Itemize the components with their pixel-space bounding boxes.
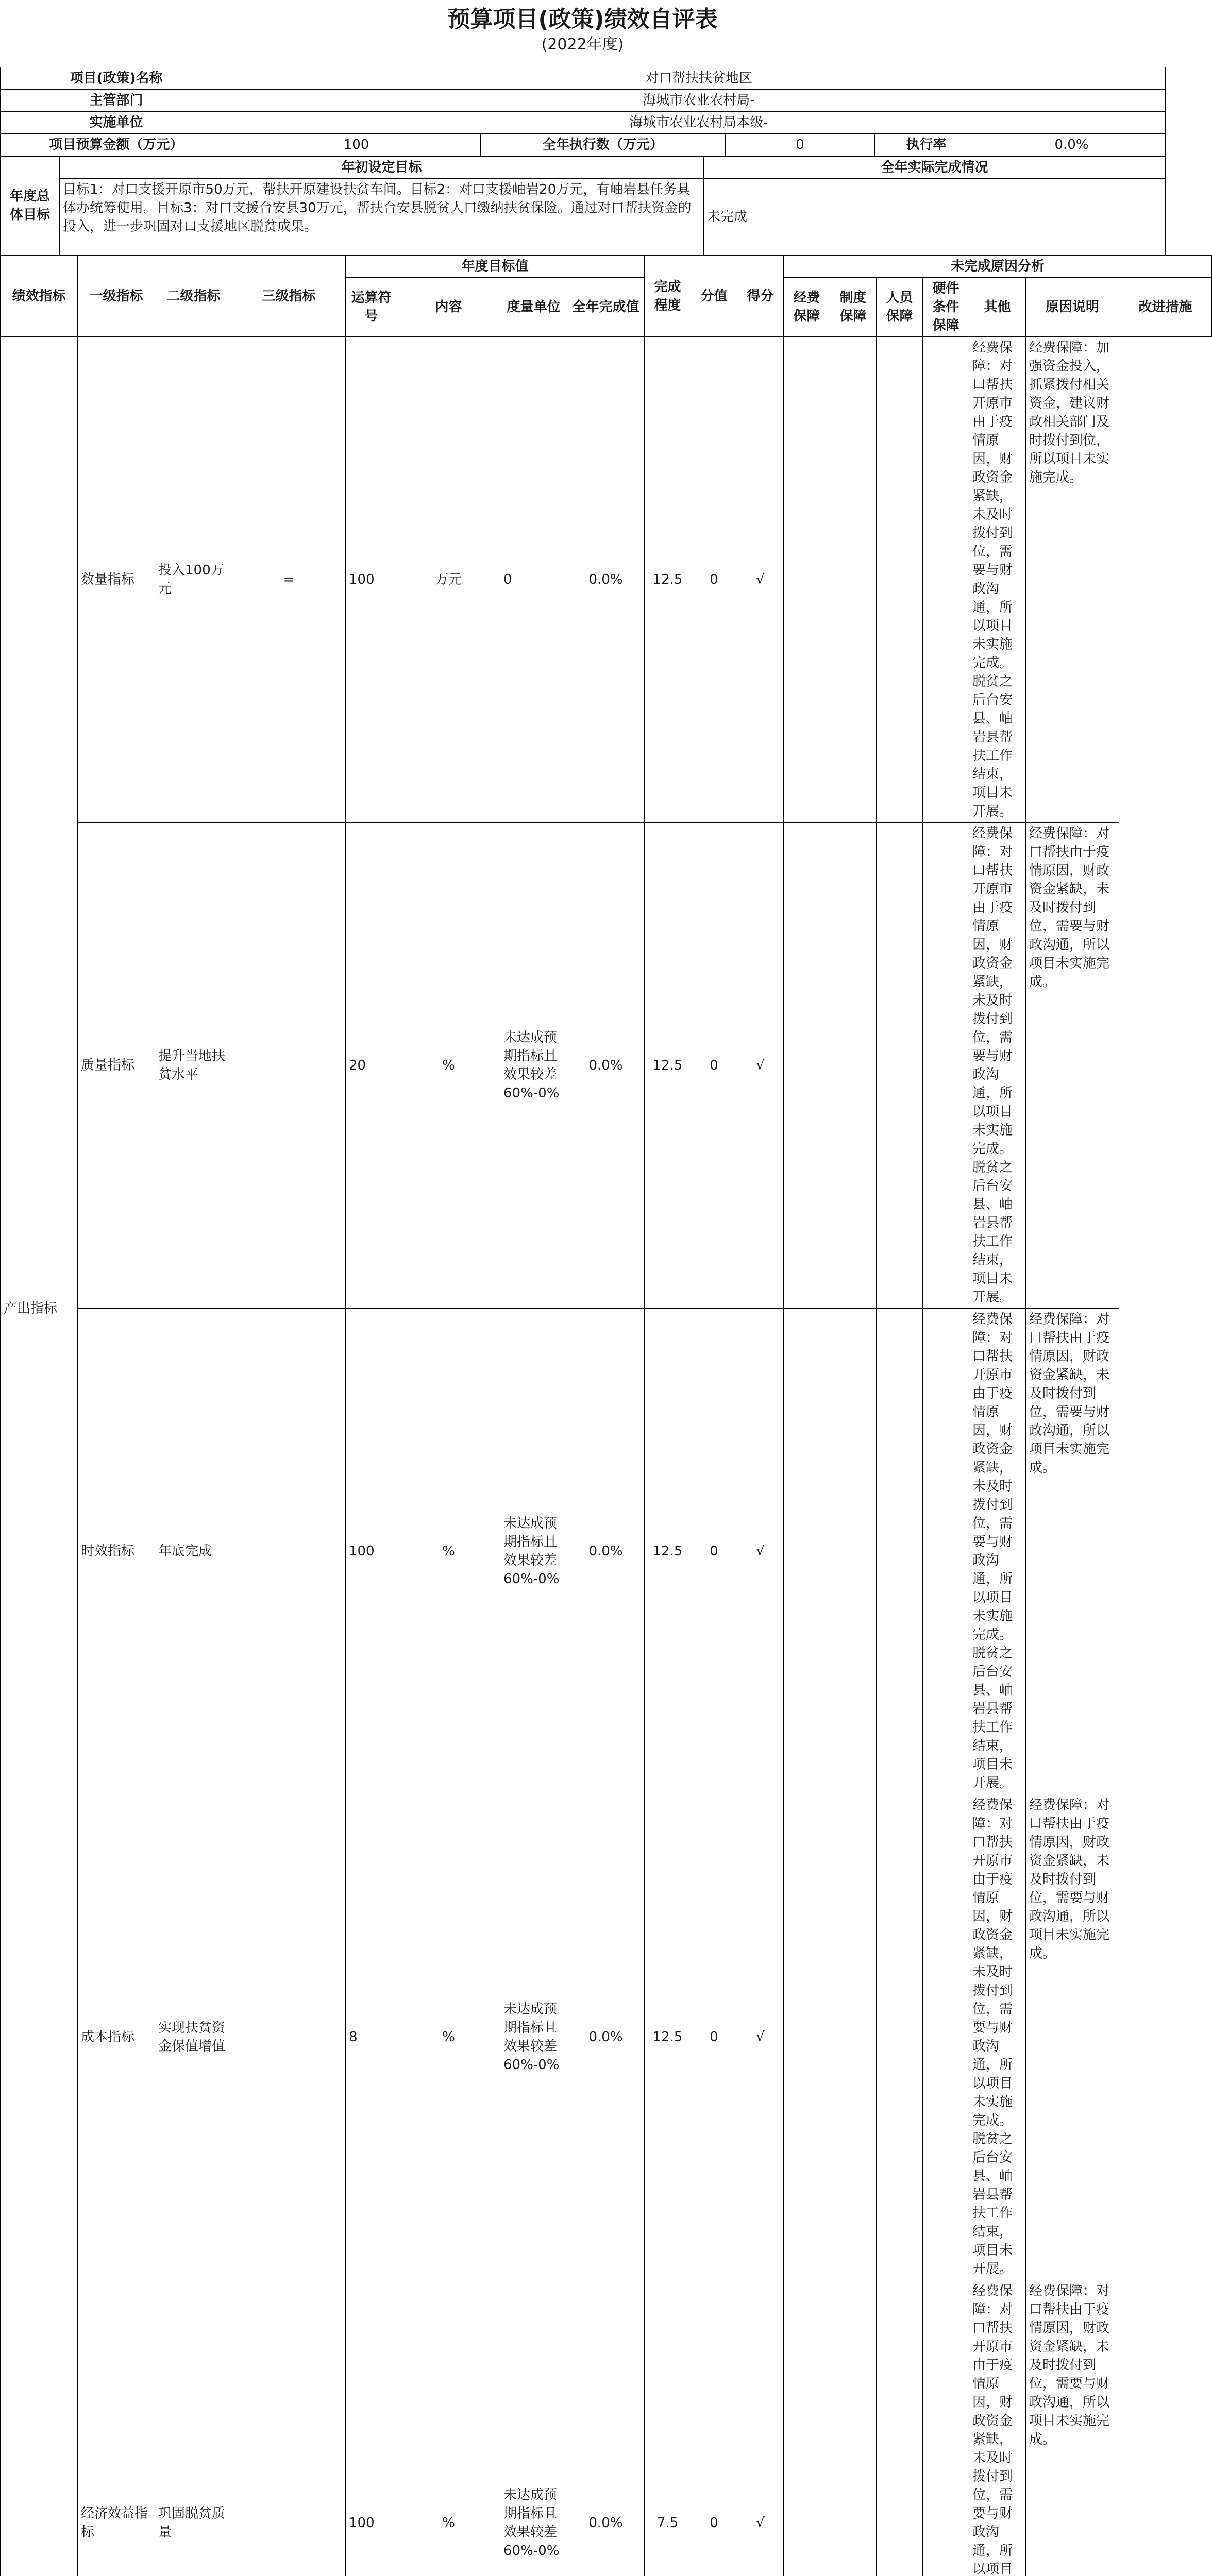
indicator-row	[1, 1794, 1212, 2280]
done-cell: 未达成预期指标且效果较差60%-0%	[500, 1309, 567, 1794]
system-cell	[784, 2280, 830, 2576]
executed-label: 全年执行数（万元）	[481, 134, 726, 156]
operator-cell: =	[232, 337, 346, 823]
hardware-cell	[877, 337, 923, 823]
reason-cell: 经费保障：对口帮扶开原市由于疫情原因，财政资金紧缺，未及时拨付到位，需要与财政沟通，所以项目未实施完成。脱贫之后台安县、岫岩县帮扶工作结束，项目未开展。	[969, 1309, 1026, 1794]
budget-label: 项目预算金额（万元）	[1, 134, 232, 156]
executed-value: 0	[726, 134, 875, 156]
operator-cell	[232, 823, 346, 1309]
system-cell	[784, 337, 830, 823]
info-table	[0, 67, 1166, 156]
hardware-cell	[877, 1794, 923, 2280]
operator-cell	[232, 2280, 346, 2576]
reason-cell: 经费保障：对口帮扶开原市由于疫情原因，财政资金紧缺，未及时拨付到位，需要与财政沟通，所以项目	[969, 2280, 1026, 2576]
header-operator: 运算符号	[346, 278, 397, 337]
header-system: 制度保障	[830, 278, 877, 337]
hardware-cell	[877, 1309, 923, 1794]
rate-label: 执行率	[875, 134, 978, 156]
header-done: 全年完成值	[567, 278, 645, 337]
indicator-row	[1, 2280, 1212, 2576]
header-funding: 经费保障	[784, 278, 830, 337]
staff-cell	[830, 1794, 877, 2280]
section-label: 绩效指标	[1, 256, 78, 337]
unit-value: 海城市农业农村局本级-	[232, 112, 1166, 134]
score-pts-cell: 12.5	[645, 337, 691, 823]
dept-label: 主管部门	[1, 90, 232, 112]
hardware-cell	[877, 2280, 923, 2576]
goal-initial-label: 年初设定目标	[60, 157, 704, 179]
other-cell	[923, 2280, 969, 2576]
degree-cell: 0.0%	[567, 1794, 645, 2280]
degree-cell: 0.0%	[567, 1309, 645, 1794]
level1-cell: 产出指标	[1, 337, 78, 2280]
reason-cell: 经费保障：对口帮扶开原市由于疫情原因，财政资金紧缺，未及时拨付到位，需要与财政沟通，所以项目未实施完成。脱贫之后台安县、岫岩县帮扶工作结束，项目未开展。	[969, 1794, 1026, 2280]
goal-actual-text: 未完成	[704, 179, 1166, 255]
goal-table	[0, 156, 1166, 255]
staff-cell	[830, 337, 877, 823]
other-cell	[923, 1794, 969, 2280]
header-other: 其他	[969, 278, 1026, 337]
score-pts-cell: 12.5	[645, 1309, 691, 1794]
score-pts-cell: 12.5	[645, 823, 691, 1309]
level2-cell: 时效指标	[78, 1309, 155, 1794]
score-cell: 0	[691, 1309, 737, 1794]
header-analysis: 未完成原因分析	[784, 256, 1212, 278]
done-cell: 未达成预期指标且效果较差60%-0%	[500, 2280, 567, 2576]
content-cell: 8	[346, 1794, 397, 2280]
level2-cell: 成本指标	[78, 1794, 155, 2280]
measure-cell: 经费保障：加强资金投入，抓紧拨付相关资金，建议财政相关部门及时拨付到位，所以项目未实施完成。	[1026, 337, 1119, 823]
level3-cell: 投入100万元	[155, 337, 232, 823]
score-cell: 0	[691, 823, 737, 1309]
done-cell: 0	[500, 337, 567, 823]
other-cell	[923, 1309, 969, 1794]
goal-label: 年度总体目标	[1, 157, 60, 255]
indicator-row	[1, 823, 1212, 1309]
done-cell: 未达成预期指标且效果较差60%-0%	[500, 823, 567, 1309]
level3-cell: 提升当地扶贫水平	[155, 823, 232, 1309]
rate-value: 0.0%	[978, 134, 1166, 156]
level2-cell: 经济效益指标	[78, 2280, 155, 2576]
other-cell	[923, 337, 969, 823]
unit-label: 实施单位	[1, 112, 232, 134]
system-cell	[784, 823, 830, 1309]
unit-cell: %	[397, 823, 500, 1309]
goal-initial-text: 目标1：对口支援开原市50万元，帮扶开原建设扶贫车间。目标2：对口支援岫岩20万元，有岫岩县任务具体办统筹使用。目标3：对口支援台安县30万元，帮扶台安县脱贫人口缴纳扶贫保险。通过对口帮扶资金的投入，进一步巩固对口支援地区脱贫成果。	[60, 179, 704, 255]
project-name-label: 项目(政策)名称	[1, 67, 232, 90]
header-degree: 完成程度	[645, 256, 691, 337]
header-level3: 三级指标	[232, 256, 346, 337]
project-name-value: 对口帮扶扶贫地区	[232, 67, 1166, 90]
funding-check-cell: √	[737, 1309, 784, 1794]
hardware-cell	[877, 823, 923, 1309]
funding-check-cell: √	[737, 337, 784, 823]
reason-cell: 经费保障：对口帮扶开原市由于疫情原因，财政资金紧缺，未及时拨付到位，需要与财政沟通，所以项目未实施完成。脱贫之后台安县、岫岩县帮扶工作结束，项目未开展。	[969, 337, 1026, 823]
score-cell: 0	[691, 337, 737, 823]
content-cell: 100	[346, 1309, 397, 1794]
header-content: 内容	[397, 278, 500, 337]
header-level2: 二级指标	[155, 256, 232, 337]
content-cell: 20	[346, 823, 397, 1309]
header-level1: 一级指标	[78, 256, 155, 337]
goal-actual-label: 全年实际完成情况	[704, 157, 1166, 179]
level3-cell: 年底完成	[155, 1309, 232, 1794]
dept-value: 海城市农业农村局-	[232, 90, 1166, 112]
page-header	[0, 0, 1165, 67]
page-year: (2022年度)	[541, 36, 624, 54]
indicator-row	[1, 337, 1212, 823]
staff-cell	[830, 1309, 877, 1794]
level2-cell: 数量指标	[78, 337, 155, 823]
header-unit: 度量单位	[500, 278, 567, 337]
measure-cell: 经费保障：对口帮扶由于疫情原因，财政资金紧缺，未及时拨付到位，需要与财政沟通，所以项目未实施完成。	[1026, 823, 1119, 1309]
other-cell	[923, 823, 969, 1309]
score-pts-cell: 12.5	[645, 1794, 691, 2280]
unit-cell: %	[397, 1794, 500, 2280]
header-score-pts: 分值	[691, 256, 737, 337]
indicator-row	[1, 1309, 1212, 1794]
operator-cell	[232, 1309, 346, 1794]
done-cell: 未达成预期指标且效果较差60%-0%	[500, 1794, 567, 2280]
level3-cell: 巩固脱贫质量	[155, 2280, 232, 2576]
page-title: 预算项目(政策)绩效自评表	[447, 6, 718, 32]
reason-cell: 经费保障：对口帮扶开原市由于疫情原因，财政资金紧缺，未及时拨付到位，需要与财政沟通，所以项目未实施完成。脱贫之后台安县、岫岩县帮扶工作结束，项目未开展。	[969, 823, 1026, 1309]
staff-cell	[830, 2280, 877, 2576]
header-measures: 改进措施	[1119, 278, 1212, 337]
funding-check-cell: √	[737, 2280, 784, 2576]
funding-check-cell: √	[737, 823, 784, 1309]
score-cell: 0	[691, 1794, 737, 2280]
score-pts-cell: 7.5	[645, 2280, 691, 2576]
header-score: 得分	[737, 256, 784, 337]
operator-cell	[232, 1794, 346, 2280]
measure-cell: 经费保障：对口帮扶由于疫情原因，财政资金紧缺，未及时拨付到位，需要与财政沟通，所以项目未实施完成。	[1026, 2280, 1119, 2576]
system-cell	[784, 1309, 830, 1794]
header-staff: 人员保障	[877, 278, 923, 337]
system-cell	[784, 1794, 830, 2280]
level3-cell: 实现扶贫资金保值增值	[155, 1794, 232, 2280]
unit-cell: 万元	[397, 337, 500, 823]
content-cell: 100	[346, 337, 397, 823]
header-annual: 年度目标值	[346, 256, 645, 278]
score-cell: 0	[691, 2280, 737, 2576]
measure-cell: 经费保障：对口帮扶由于疫情原因，财政资金紧缺，未及时拨付到位，需要与财政沟通，所以项目未实施完成。	[1026, 1309, 1119, 1794]
budget-value: 100	[232, 134, 481, 156]
content-cell: 100	[346, 2280, 397, 2576]
level2-cell: 质量指标	[78, 823, 155, 1309]
measure-cell: 经费保障：对口帮扶由于疫情原因，财政资金紧缺，未及时拨付到位，需要与财政沟通，所以项目未实施完成。	[1026, 1794, 1119, 2280]
staff-cell	[830, 823, 877, 1309]
unit-cell: %	[397, 1309, 500, 1794]
degree-cell: 0.0%	[567, 823, 645, 1309]
funding-check-cell: √	[737, 1794, 784, 2280]
degree-cell: 0.0%	[567, 337, 645, 823]
indicator-table	[0, 255, 1212, 2576]
header-hardware: 硬件条件保障	[923, 278, 969, 337]
level1-cell	[1, 2280, 78, 2576]
unit-cell: %	[397, 2280, 500, 2576]
header-reason: 原因说明	[1026, 278, 1119, 337]
degree-cell: 0.0%	[567, 2280, 645, 2576]
